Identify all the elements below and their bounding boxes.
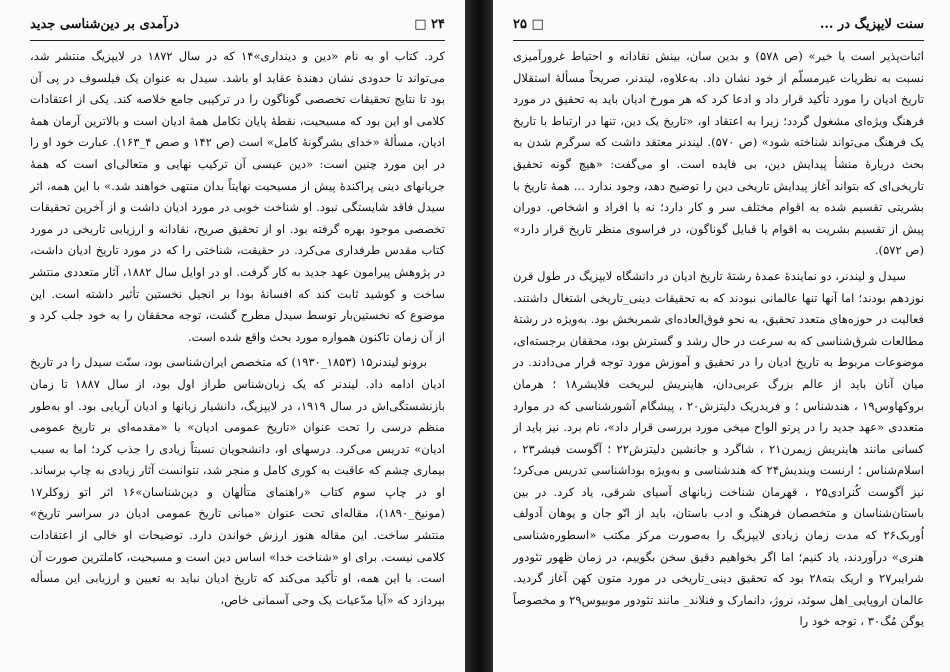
paragraph: برونو لیندنر۱۵ (۱۸۵۳_۱۹۳۰) که متخصص ایران‌شناسی بود، سنّت سیدل را در تاریخ ادیان ادامه داد. لیندنر که یک زبان‌شناس طراز اول بود، از سال ۱۸۸۷ تا زمان بازنشستگی‌اش در سال ۱۹۱۹، در لایپزیگ، دانشیار زبانها و ادیان آریایی بود. او به‌طور منظم درسی را تحت عنوان «تاریخ عمومی ادیان» با «مقدمه‌ای بر تاریخ عمومی ادیان» تدریس می‌کرد. درسهای او، دانشجویان نسبتاً زیادی را جذب کرد؛ اما به سبب بیماری چشم که عاقبت به کوری کامل و منجر شد، نتوانست آثار زیادی به چاپ برساند. او در چاپ سوم کتاب «راهنمای متألهان و دین‌شناسان»۱۶ اثر اتو زوکلر۱۷ (مونیخ_۱۸۹۰)، مقاله‌ای تحت عنوان «مبانی تاریخ عمومی ادیان در سراسر تاریخ» منتشر ساخت. این مقاله هنوز ارزش خواندن دارد. توضیحات او خالی از اعتقادات کلامی نیست. برای او «شناخت خدا» اساس دین است و مسیحیت، کاملترین صورت آن است. با این همه، او تأکید می‌کند که تاریخ ادیان نباید به تعیین و ارزیابی این مسأله بپردازد که «آیا مدّعیات یک وحی آسمانی خاص، (30, 355, 446, 607)
paragraph: سیدل و لیندنر، دو نمایندهٔ عمدهٔ رشتهٔ تاریخ ادیان در دانشگاه لایپزیگ در طول قرن نوزدهم بودند؛ اما آنها تنها عالمانی نبودند که به تحقیقات دینی_تاریخی اشتغال داشتند. فعالیت در حوزه‌های متعدد تحقیق، به نحو فوق‌العاده‌ای شمربخش بود. به‌ویژه در رشتهٔ مطالعات شرق‌شناسی که به سرعت در حال رشد و گسترش بود، محققان برجسته‌ای، موضوعات مربوط به تاریخ ادیان را در تحقیق و آموزش مورد توجه قرار می‌دادند. در میان آنان باید از عالم بزرگ عربی‌دان، هاینریش لبریخت فلایشر۱۸ ؛ هرمان بروکهاوس۱۹ ، هندشناس ؛ و فریدریک دلیتزش۲۰ ، پیشگام آشورشناسی که در موارد متعددی «عهد جدید را در پرتو الواح میخی مورد بررسی قرار داد»، نام برد. نیز باید از کسانی مانند هاینریش زیمرن۲۱ ، شاگرد و جانشین دلیتزش۲۲ ؛ آگوست فیشر۲۳ ، اسلام‌شناس ؛ ارنست ویندیش۲۴ که هندشناسی و به‌ویژه بوداشناسی تدریس می‌کرد؛ نیز آگوست کُنرادی۲۵ ، قهرمان شناخت زبانهای آسیای شرقی، یاد کرد. در بین باستان‌شناسان و متخصصان فرهنگ و ادب باستان، باید از اتّو جان و یوهان آدولف اُوربک۲۶ که مدت زمان زیادی لایپزیگ را به‌صورت مرکز مکتب «اسطوره‌شناسی هنری» درآوردند، یاد کنیم؛ اما اگر بخواهیم دقیق سخن بگوییم، در زمان ظهور تئودور شرایبر۲۷ و اریک بته۲۸ بود که تحقیق دینی_تاریخی در مورد متون کهن آغاز گردید. عالمان اروپایی_اهل سوئد، نروژ، دانمارک و فنلاند_ مانند تئودور موبیوس۲۹ و مخصوصاً یوگن مُگ۳۰ ، توجه خود را (513, 268, 924, 629)
paragraph: اثبات‌پذیر است یا خیر» (ص ۵۷۸) و بدین سان، بینش نقادانه و احتیاط غرورآمیزی نسبت به نظریات غیرمسلّم از خود نشان داد. به‌علاوه، لیندنر، صریحاً مسألهٔ استقلال تاریخ ادیان را مورد تأکید قرار داد و ادعا کرد که هر مورخ ادیان باید به تحقیق در مورد فرهنگ ویژه‌ای مشغول گردد؛ زیرا به اعتقاد او، «تاریخ یک دین، تنها در ارتباط با تاریخ یک فرهنگ می‌تواند شناخته شود» (ص ۵۷۰). لیندنر معتقد داشت که سرگرم شدن به بحث دربارهٔ منشأ پیدایش دین، بی فایده است. او می‌گفت: «هیچ گونه تحقیق تاریخی‌ای که بتواند آغاز پیدایش تاریخی دین را توضیح دهد، وجود ندارد ... همهٔ تاریخ با بشریتی تقسیم شده به اقوام مختلف سر و کار دارد؛ نه با افراد و اشخاص. دوران پیش از تقسیم بشریت به اقوام یا قبایل گوناگون، در فراسوی منظر تاریخ قرار دارد» (ص ۵۷۲). (513, 49, 924, 258)
running-title: سنت لایپزیگ در ... (819, 16, 924, 32)
page-body (513, 46, 924, 633)
page-number: ۲۴ □ (414, 16, 445, 32)
page-body (30, 46, 445, 611)
page-number: □ ۲۵ (513, 16, 544, 32)
paragraph: کرد. کتاب او به نام «دین و دینداری»۱۴ که در سال ۱۸۷۲ در لایپزیگ منتشر شد، می‌تواند تا حدودی نشان دهندهٔ عقاید او باشد. سیدل به عنوان یک فیلسوف در پی آن بود تا نتایج تحقیقات تخصصی گوناگون را در ترکیبی جامع خلاصه کند. یکی از اعتقادات کلامی او این بود که مسیحیت، نقطهٔ پایان تکامل همهٔ ادیان است و بالاترین آرمان همهٔ ادیان، مسألهٔ «خدای بشرگونهٔ کامل» است (ص ۱۴۲ و صص ۴_۱۶۳). عبارت خود او را در این مورد چنین است: «دین عیسی آن ترکیب نهایی و متعالی‌ای است که همهٔ جریانهای دینی پراکندهٔ پیش از مسیحیت نهایتاً بدان منتهی خواهند شد.» با این همه، اثر سیدل فاقد شایستگی نبود. او شناخت خوبی در مورد ادیان داشت و از آخرین تحقیقات تخصصی موجود بهره گرفته بود. او از تحقیق صریح، نقادانه و ارزیابی تاریخی در مورد کتاب مقدس طرفداری می‌کرد. در حقیقت، شناختی را که در مورد تاریخ ادیان داشت، در پژوهش پیرامون عهد جدید به کار گرفت. او در اوایل سال ۱۸۸۲، آثار متعددی منتشر ساخت و کوشید ثابت کند که افسانهٔ بودا بر انجیل نخستین تأثیر داشته است. این موضوع که نخستین‌بار توسط سیدل مطرح گشت، توجه محققان را به خود جلب کرد و از آن زمان تاکنون همواره مورد بحث واقع شده است. (30, 49, 445, 344)
page-header (513, 14, 924, 41)
book-gutter (465, 0, 493, 672)
right-page (493, 0, 950, 672)
running-title: درآمدی بر دین‌شناسی جدید (30, 16, 180, 32)
left-page (0, 0, 465, 672)
page-header (30, 14, 445, 41)
